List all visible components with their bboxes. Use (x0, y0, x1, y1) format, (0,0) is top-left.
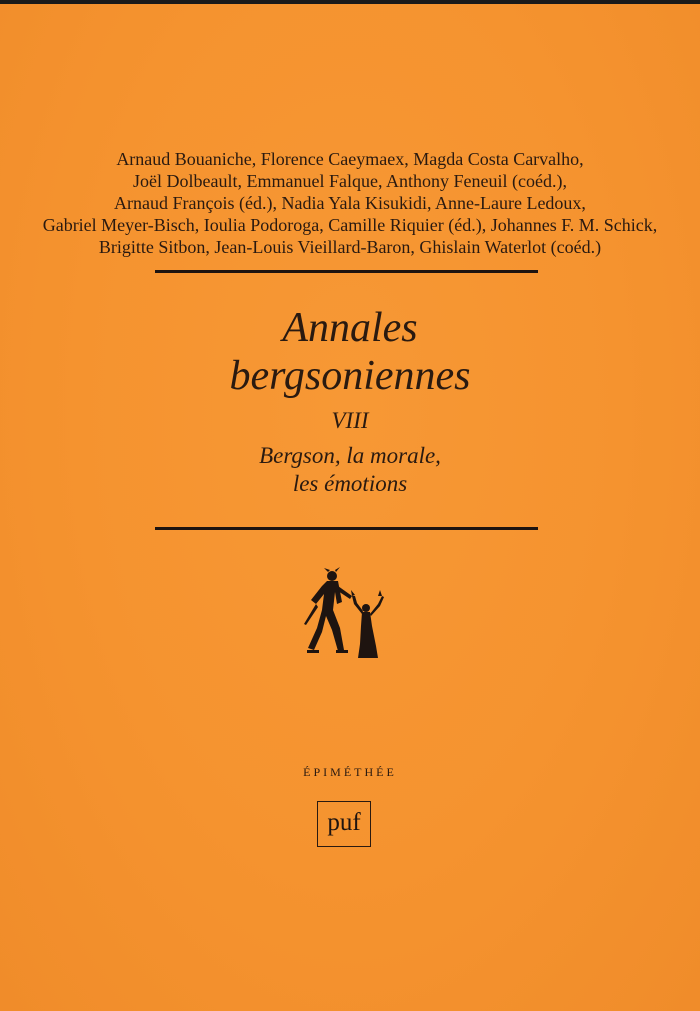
subtitle-line-1: Bergson, la morale, (259, 443, 441, 468)
publisher-logo (317, 801, 371, 847)
publisher-name: puf (327, 808, 361, 836)
bottom-divider (155, 527, 538, 530)
title-line-1: Annales (282, 305, 418, 351)
author-line: Joël Dolbeault, Emmanuel Falque, Anthony Feneuil (coéd.), (133, 171, 567, 191)
collection-name: ÉPIMÉTHÉE (303, 765, 397, 779)
top-divider (155, 270, 538, 273)
subtitle-line-2: les émotions (292, 471, 408, 496)
author-line: Gabriel Meyer-Bisch, Ioulia Podoroga, Camille Riquier (éd.), Johannes F. M. Schick, (42, 215, 658, 235)
volume-number: VIII (331, 408, 369, 433)
author-line: Brigitte Sitbon, Jean-Louis Vieillard-Baron, Ghislain Waterlot (coéd.) (98, 237, 602, 257)
title-line-2: bergsoniennes (229, 353, 471, 399)
author-list (0, 148, 700, 258)
author-line: Arnaud Bouaniche, Florence Caeymaex, Magda Costa Carvalho, (116, 149, 584, 169)
author-line: Arnaud François (éd.), Nadia Yala Kisukidi, Anne-Laure Ledoux, (114, 193, 586, 213)
book-cover (0, 4, 700, 1011)
greek-figures-icon (302, 566, 392, 660)
